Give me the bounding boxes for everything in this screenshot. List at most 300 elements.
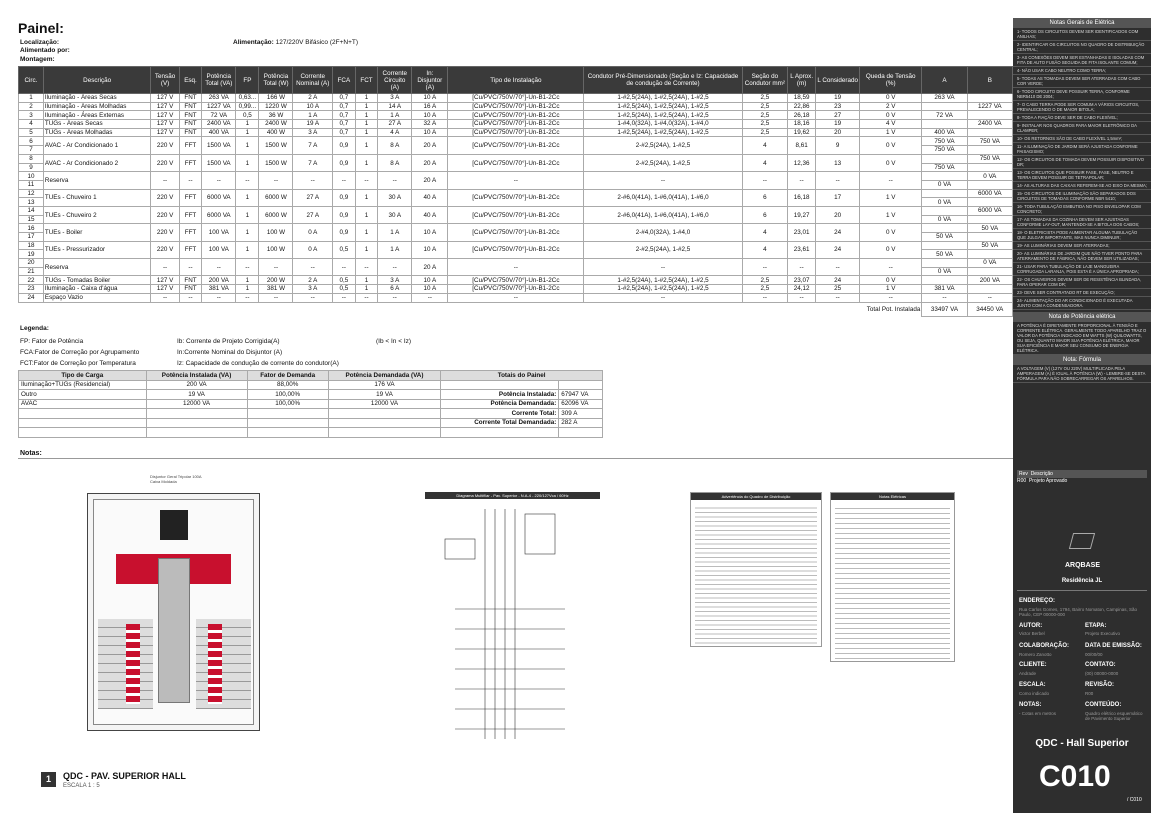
table-cell: 381 VA: [202, 285, 236, 294]
revision-row: R00 Projeto Aprovado: [1017, 478, 1068, 484]
notes-label: Notas:: [20, 450, 42, 457]
table-cell: 20: [816, 128, 860, 137]
table-cell: [922, 259, 967, 268]
total-value: 282 A: [559, 418, 603, 428]
table-cell: 4 A: [378, 128, 412, 137]
table-cell: 0,5: [236, 111, 259, 120]
loads-cell: 200 VA: [146, 380, 247, 390]
table-cell: 19,62: [788, 128, 816, 137]
total-b: 34450 VA: [967, 302, 1012, 316]
revisao-label: REVISÃO:: [1085, 682, 1115, 688]
alimentacao-label: Alimentação: 127/220V Bifásico (2F+N+T): [233, 39, 359, 46]
table-cell: --: [179, 259, 202, 276]
table-cell: --: [922, 293, 967, 302]
table-cell: 4 V: [860, 120, 922, 129]
table-cell: 24,12: [788, 285, 816, 294]
table-cell: 27 A: [293, 206, 333, 223]
table-cell: 23: [816, 102, 860, 111]
table-cell: 19 A: [293, 120, 333, 129]
table-cell: [922, 172, 967, 181]
localizacao-label: Localização:: [20, 39, 60, 46]
table-cell: --: [816, 172, 860, 189]
table-cell: 19,27: [788, 206, 816, 223]
table-cell: 2,5: [742, 102, 787, 111]
sheet-sub: / C010: [1127, 797, 1142, 803]
table-cell: [Cu/PVC/750V/70°]-Un-B1-2Cc: [448, 120, 584, 129]
table-cell: 36 W: [259, 111, 293, 120]
table-cell: 7 A: [293, 154, 333, 171]
loads-header: Potência Demandada (VA): [328, 371, 440, 381]
table-cell: 24: [19, 293, 44, 302]
table-cell: TUEs - Chuveiro 2: [43, 206, 151, 223]
total-label: Potência Instalada:: [441, 390, 559, 400]
table-cell: --: [412, 293, 448, 302]
general-note: 19- AS LUMINÁRIAS DEVEM SER ATERRADAS;: [1013, 242, 1151, 250]
table-header: Corrente Nominal (A): [293, 67, 333, 94]
total-label: Corrente Total Demandada:: [441, 418, 559, 428]
table-cell: 3 A: [293, 128, 333, 137]
table-cell: --: [860, 293, 922, 302]
table-cell: [Cu/PVC/750V/70°]-Un-B1-2Cc: [448, 128, 584, 137]
general-note: 11- A ILUMINAÇÃO DE JARDIM SERÁ AJUSTADA CONFORME PAISAGISMO;: [1013, 143, 1151, 156]
table-cell: 1500 VA: [202, 154, 236, 171]
table-cell: 12,36: [788, 154, 816, 171]
table-cell: 23: [19, 285, 44, 294]
table-cell: 18,59: [788, 94, 816, 103]
legend-in: In:Corrente Nominal do Disjuntor (A): [177, 349, 283, 356]
table-cell: TUGs - Tomadas Boiler: [43, 276, 151, 285]
table-cell: 2,5: [742, 285, 787, 294]
table-cell: --: [584, 172, 742, 189]
table-cell: --: [448, 172, 584, 189]
table-header: FCA: [333, 67, 356, 94]
main-breaker-drawing: [160, 510, 188, 540]
general-notes-list: [1013, 28, 1151, 310]
table-header: Esq.: [179, 67, 202, 94]
multifilar-diagram: [425, 492, 600, 754]
table-header: Potência Total (VA): [202, 67, 236, 94]
table-cell: --: [742, 293, 787, 302]
cliente-value: Andrade: [1019, 671, 1037, 676]
formula-note-title: Nota: Fórmula: [1013, 355, 1151, 365]
title-block-lower: [1013, 468, 1151, 813]
table-cell: 6000 VA: [967, 189, 1012, 198]
table-header: L Aprox. (m): [788, 67, 816, 94]
table-cell: 200 VA: [202, 276, 236, 285]
table-cell: Iluminação - Áreas Molhadas: [43, 102, 151, 111]
table-cell: [922, 154, 967, 163]
table-cell: 10 A: [293, 102, 333, 111]
table-row: [19, 137, 1013, 146]
table-header: Tipo de Instalação: [448, 67, 584, 94]
table-cell: 1: [355, 224, 378, 241]
loads-cell: [146, 428, 247, 438]
table-cell: 0,5: [333, 285, 356, 294]
legend-ib: Ib: Corrente de Projeto Corrigida(A): [177, 338, 280, 345]
loads-cell: [328, 428, 440, 438]
table-cell: 0,7: [333, 128, 356, 137]
legend-fca: FCA:Fator de Correção por Agrupamento: [20, 349, 140, 356]
table-cell: 100 VA: [202, 224, 236, 241]
notas-label: NOTAS:: [1019, 702, 1042, 708]
loads-cell: 19 VA: [328, 390, 440, 400]
table-cell: 4: [742, 224, 787, 241]
table-cell: [967, 267, 1012, 276]
general-note: 9- INSTALAR NOS QUADROS PARA MAIOR ELETRÔNICO DA CLAMPER;: [1013, 122, 1151, 135]
table-cell: TUGs - Áreas Molhadas: [43, 128, 151, 137]
qdc-enclosure-drawing: [87, 493, 260, 731]
table-cell: 1 V: [860, 206, 922, 223]
table-cell: 2-#2,5(24A), 1-#2,5: [584, 137, 742, 154]
drawing-title: QDC - PAV. SUPERIOR HALL: [63, 771, 186, 781]
table-cell: [Cu/PVC/750V/70°]-Un-B1-2Cc: [448, 137, 584, 154]
table-cell: 127 V: [151, 128, 179, 137]
table-cell: --: [355, 259, 378, 276]
table-cell: 19: [816, 120, 860, 129]
table-cell: --: [355, 172, 378, 189]
table-cell: 1-#2,5(24A), 1-#2,5(24A), 1-#2,5: [584, 285, 742, 294]
table-cell: 11: [19, 180, 44, 189]
table-cell: FFT: [179, 241, 202, 258]
total-value: [559, 428, 603, 438]
contato-value: (00) 00000-0000: [1085, 671, 1119, 676]
table-row: [19, 224, 1013, 233]
table-cell: 1: [355, 285, 378, 294]
legend-fct: FCT:Fator de Correção por Temperatura: [20, 360, 136, 367]
table-cell: 1 A: [378, 241, 412, 258]
table-cell: --: [378, 172, 412, 189]
loads-cell: AVAC: [19, 399, 147, 409]
table-cell: [967, 233, 1012, 242]
revision-header: Rev Descrição: [1017, 470, 1147, 478]
table-cell: 8: [19, 154, 44, 163]
table-cell: 72 VA: [922, 111, 967, 120]
table-cell: --: [293, 293, 333, 302]
table-cell: 0 V: [860, 154, 922, 171]
table-cell: 0,7: [333, 120, 356, 129]
total-label: Total Pot. Instalada: [866, 305, 921, 313]
main-breaker-label: Disjuntor Geral Tripolar 100A Caixa Moldada: [150, 474, 202, 484]
table-cell: 6: [742, 206, 787, 223]
table-cell: 0 V: [860, 94, 922, 103]
table-cell: 1: [236, 189, 259, 206]
legend-relation: (Ib < In < Iz): [376, 338, 412, 345]
general-note: 22- OS CHUVEIROS DEVEM SER DE RESISTÊNCIA BLINDADA, PARA OPERAR COM DR;: [1013, 276, 1151, 289]
table-cell: 1 V: [860, 285, 922, 294]
table-cell: 200 W: [259, 276, 293, 285]
table-cell: 0 A: [293, 241, 333, 258]
notas-value: - Cotas em metros: [1019, 711, 1057, 716]
table-cell: [967, 163, 1012, 172]
contato-label: CONTATO:: [1085, 662, 1116, 668]
table-cell: 4: [742, 137, 787, 154]
table-cell: FNT: [179, 102, 202, 111]
table-cell: 1-#4,0(32A), 1-#4,0(32A), 1-#4,0: [584, 120, 742, 129]
loads-header: Totais do Painel: [441, 371, 603, 381]
table-cell: [Cu/PVC/750V/70°]-Un-B1-2Cc: [448, 154, 584, 171]
table-cell: TUEs - Chuveiro 1: [43, 189, 151, 206]
general-note: 1- TODOS OS CIRCUITOS DEVEM SER IDENTIFICADOS COM ANILHAS;: [1013, 28, 1151, 41]
table-cell: --: [788, 293, 816, 302]
table-cell: FNT: [179, 285, 202, 294]
total-label: Potência Demandada:: [441, 399, 559, 409]
loads-cell: [19, 418, 147, 428]
loads-cell: 12000 VA: [328, 399, 440, 409]
escala-label: ESCALA:: [1019, 682, 1046, 688]
table-cell: 127 V: [151, 102, 179, 111]
general-note: 3- AS CONEXÕES DEVEM SER ESTANHADAS E ISOLADAS COM FITA DE AUTO FUSÃO SEGUIDA DE FITA ISOLANTE COMUM;: [1013, 54, 1151, 67]
table-cell: 14: [19, 206, 44, 215]
center-bus-drawing: [158, 558, 190, 703]
table-header: B: [967, 67, 1012, 94]
table-cell: 750 VA: [922, 163, 967, 172]
table-cell: 2400 VA: [967, 120, 1012, 129]
data-value: 00/00/00: [1085, 652, 1103, 657]
general-note: 8- TODA A FIAÇÃO DEVE SER DE CABO FLEXÍVEL;: [1013, 114, 1151, 122]
project-name: Residência JL: [1061, 578, 1103, 584]
table-cell: 0,9: [333, 154, 356, 171]
table-cell: --: [333, 293, 356, 302]
table-row: [19, 94, 1013, 103]
endereco-value: Rua Carlos Gomes, 1794, Bairro Nomaton, Campinas, São Paulo, CEP 00000-000: [1019, 607, 1138, 617]
general-note: 18- O ELETRICISTA PODE AUMENTAR ALGUMA TUBULAÇÃO QUE JULGAR IMPORTANTE, MAS NUNCA DIMINUIR;: [1013, 229, 1151, 242]
loads-cell: [146, 418, 247, 428]
table-cell: --: [179, 172, 202, 189]
table-cell: 0 VA: [922, 267, 967, 276]
table-cell: 1: [236, 206, 259, 223]
legend-iz: Iz: Capacidade de condução de corrente do condutor(A): [177, 360, 339, 367]
table-cell: 19: [816, 94, 860, 103]
loads-row: [19, 390, 603, 400]
table-cell: Espaço Vazio: [43, 293, 151, 302]
loads-cell: [19, 428, 147, 438]
loads-cell: [247, 418, 328, 428]
table-header: Queda de Tensão (%): [860, 67, 922, 94]
table-cell: 20 A: [412, 154, 448, 171]
table-cell: 40 A: [412, 206, 448, 223]
table-cell: 263 VA: [202, 94, 236, 103]
table-cell: FNT: [179, 94, 202, 103]
table-cell: 0 VA: [967, 259, 1012, 268]
table-cell: 16: [19, 224, 44, 233]
table-cell: --: [333, 172, 356, 189]
table-cell: [967, 285, 1012, 294]
table-cell: 26,18: [788, 111, 816, 120]
general-note: 2- IDENTIFICAR OS CIRCUITOS NO QUADRO DE DISTRIBUIÇÃO CENTRAL;: [1013, 41, 1151, 54]
table-cell: 10 A: [412, 276, 448, 285]
table-cell: 2,5: [742, 94, 787, 103]
table-cell: 263 VA: [922, 94, 967, 103]
loads-row: [19, 418, 603, 428]
general-note: 7- O CABO TERRA PODE SER COMUM A VÁRIOS CIRCUITOS, PREVALECENDO O DE MAIOR BITOLA;: [1013, 101, 1151, 114]
table-cell: 50 VA: [967, 224, 1012, 233]
table-header: Circ.: [19, 67, 44, 94]
table-cell: 1: [355, 154, 378, 171]
loads-cell: [247, 428, 328, 438]
panel-title: Painel:: [18, 20, 64, 36]
table-cell: 50 VA: [967, 241, 1012, 250]
table-cell: 6000 VA: [202, 189, 236, 206]
loads-cell: 12000 VA: [146, 399, 247, 409]
colab-value: Romero Zanotto: [1019, 652, 1052, 657]
table-cell: --: [448, 259, 584, 276]
table-cell: 24: [816, 241, 860, 258]
table-row: [19, 285, 1013, 294]
table-cell: 100 W: [259, 241, 293, 258]
table-cell: [Cu/PVC/750V/70°]-Un-B1-2Cc: [448, 206, 584, 223]
table-cell: Reserva: [43, 259, 151, 276]
table-cell: FFT: [179, 206, 202, 223]
table-cell: --: [816, 259, 860, 276]
table-header: Potência Total (W): [259, 67, 293, 94]
table-cell: 19: [19, 250, 44, 259]
table-header: Tensão (V): [151, 67, 179, 94]
table-cell: --: [236, 259, 259, 276]
table-cell: 10 A: [412, 241, 448, 258]
table-cell: [922, 120, 967, 129]
table-cell: 2 A: [293, 94, 333, 103]
table-cell: --: [333, 259, 356, 276]
etapa-label: ETAPA:: [1085, 623, 1107, 629]
table-cell: --: [259, 293, 293, 302]
table-cell: 1: [355, 128, 378, 137]
table-cell: 8 A: [378, 154, 412, 171]
table-cell: 220 V: [151, 189, 179, 206]
table-cell: Iluminação - Áreas Externas: [43, 111, 151, 120]
table-cell: 1-#2,5(24A), 1-#2,5(24A), 1-#2,5: [584, 102, 742, 111]
table-cell: 23,07: [788, 276, 816, 285]
table-cell: 9: [19, 163, 44, 172]
table-cell: 0 V: [860, 111, 922, 120]
total-a: 33497 VA: [922, 302, 967, 316]
loads-header: Potência Instalada (VA): [146, 371, 247, 381]
table-cell: 10 A: [412, 111, 448, 120]
table-cell: 750 VA: [922, 137, 967, 146]
table-cell: 24: [816, 224, 860, 241]
general-note: 23- DEVE SER CONTRATADO RT DE EXECUÇÃO;: [1013, 289, 1151, 297]
table-cell: Iluminação - Caixa d'água: [43, 285, 151, 294]
table-cell: --: [259, 172, 293, 189]
table-cell: 1 V: [860, 189, 922, 206]
formula-note-text: A VOLTAGEM (V) (127V OU 220V) MULTIPLICADA PELA AMPERAGEM (A) É IGUAL À POTÊNCIA (W) - LEMBRE-SE DESTA FÓRMULA PARA NÃO SOBRECARREGAR OS APARELHOS.: [1013, 365, 1151, 383]
general-note: 20- AS LUMINÁRIAS DE JARDIM QUE NÃO TIVER PONTO PARA ATERRAMENTO DE FÁBRICA, NÃO DEVEM SER UTILIZADAS;: [1013, 250, 1151, 263]
table-cell: 2 V: [860, 102, 922, 111]
loads-cell: [146, 409, 247, 419]
table-cell: 1: [355, 206, 378, 223]
table-cell: [967, 128, 1012, 137]
colab-label: COLABORAÇÃO:: [1019, 643, 1069, 649]
table-cell: 14 A: [378, 102, 412, 111]
table-cell: 13: [816, 154, 860, 171]
loads-cell: 100,00%: [247, 399, 328, 409]
table-cell: 1: [236, 128, 259, 137]
table-cell: [922, 241, 967, 250]
table-row: [19, 128, 1013, 137]
table-cell: [967, 111, 1012, 120]
table-cell: 1: [236, 137, 259, 154]
table-cell: 1: [236, 154, 259, 171]
table-cell: 0 VA: [922, 215, 967, 224]
loads-cell: 100,00%: [247, 390, 328, 400]
table-cell: --: [179, 293, 202, 302]
conteudo-value: Quadro elétrico esquemático de Pavimento Superior: [1085, 711, 1143, 721]
table-cell: 2-#6,0(41A), 1-#6,0(41A), 1-#6,0: [584, 189, 742, 206]
table-cell: 0,9: [333, 137, 356, 154]
table-cell: 0 V: [860, 224, 922, 241]
general-note: 4- NÃO USAR CABO NEUTRO COMO TERRA;: [1013, 67, 1151, 75]
total-row: [19, 302, 1013, 316]
loads-cell: 88,00%: [247, 380, 328, 390]
table-cell: 17: [19, 233, 44, 242]
table-cell: 1-#2,5(24A), 1-#2,5(24A), 1-#2,5: [584, 94, 742, 103]
table-cell: 381 W: [259, 285, 293, 294]
table-cell: 100 VA: [202, 241, 236, 258]
loads-header: Tipo de Carga: [19, 371, 147, 381]
table-cell: 220 V: [151, 224, 179, 241]
table-row: [19, 189, 1013, 198]
table-cell: 220 V: [151, 154, 179, 171]
etapa-value: Projeto Executivo: [1085, 631, 1121, 636]
table-cell: 20 A: [412, 259, 448, 276]
table-cell: 0,5: [333, 276, 356, 285]
power-note-text: A POTÊNCIA É DIRETAMENTE PROPORCIONAL À TENSÃO E CORRENTE ELÉTRICA. GERALMENTE TODO APARELHO TRAZ O VALOR DA POTÊNCIA INDICADO EM WATTS (W) QUILOWATTS, OU SEJA, QUANTO MAIOR SUA POTÊNCIA ELÉTRICA, MAIOR SUA EFICIÊNCIA E MAIOR SEU CONSUMO DE ENERGIA ELÉTRICA.: [1013, 322, 1151, 355]
general-note: 14- AS ALTURAS DAS CAIXAS REFEREM-SE AO EIXO DA MESMA;: [1013, 182, 1151, 190]
data-label: DATA DE EMISSÃO:: [1085, 643, 1142, 649]
table-cell: 1: [236, 224, 259, 241]
table-cell: 3 A: [378, 94, 412, 103]
table-cell: --: [236, 293, 259, 302]
table-cell: 1 A: [378, 111, 412, 120]
table-cell: 4: [742, 241, 787, 258]
table-cell: TUEs - Pressurizador: [43, 241, 151, 258]
loads-cell: [328, 409, 440, 419]
table-cell: 100 W: [259, 224, 293, 241]
table-cell: 22,86: [788, 102, 816, 111]
table-cell: --: [860, 172, 922, 189]
loads-header: Fator de Demanda: [247, 371, 328, 381]
table-cell: 220 V: [151, 206, 179, 223]
table-cell: [967, 198, 1012, 207]
table-cell: 50 VA: [922, 250, 967, 259]
table-cell: 4: [19, 120, 44, 129]
table-cell: --: [293, 259, 333, 276]
table-cell: 750 VA: [922, 146, 967, 155]
table-cell: 2400 VA: [202, 120, 236, 129]
table-cell: --: [151, 172, 179, 189]
table-cell: 30 A: [378, 206, 412, 223]
table-cell: 6000 W: [259, 206, 293, 223]
table-cell: 20: [816, 206, 860, 223]
loads-cell: Outro: [19, 390, 147, 400]
table-cell: 0,9: [333, 206, 356, 223]
table-cell: 3 A: [378, 276, 412, 285]
table-cell: [Cu/PVC/750V/70°]-Un-B1-2Cc: [448, 285, 584, 294]
table-cell: FFT: [179, 224, 202, 241]
total-value: 309 A: [559, 409, 603, 419]
table-cell: FNT: [179, 128, 202, 137]
table-cell: --: [378, 259, 412, 276]
table-cell: [922, 276, 967, 285]
total-value: 62096 VA: [559, 399, 603, 409]
table-cell: 1: [19, 94, 44, 103]
table-cell: 400 VA: [202, 128, 236, 137]
table-cell: 2400 W: [259, 120, 293, 129]
advertencia-box: [690, 492, 822, 647]
table-cell: 1: [355, 189, 378, 206]
table-cell: --: [967, 293, 1012, 302]
table-cell: 1 A: [378, 224, 412, 241]
table-cell: --: [202, 293, 236, 302]
